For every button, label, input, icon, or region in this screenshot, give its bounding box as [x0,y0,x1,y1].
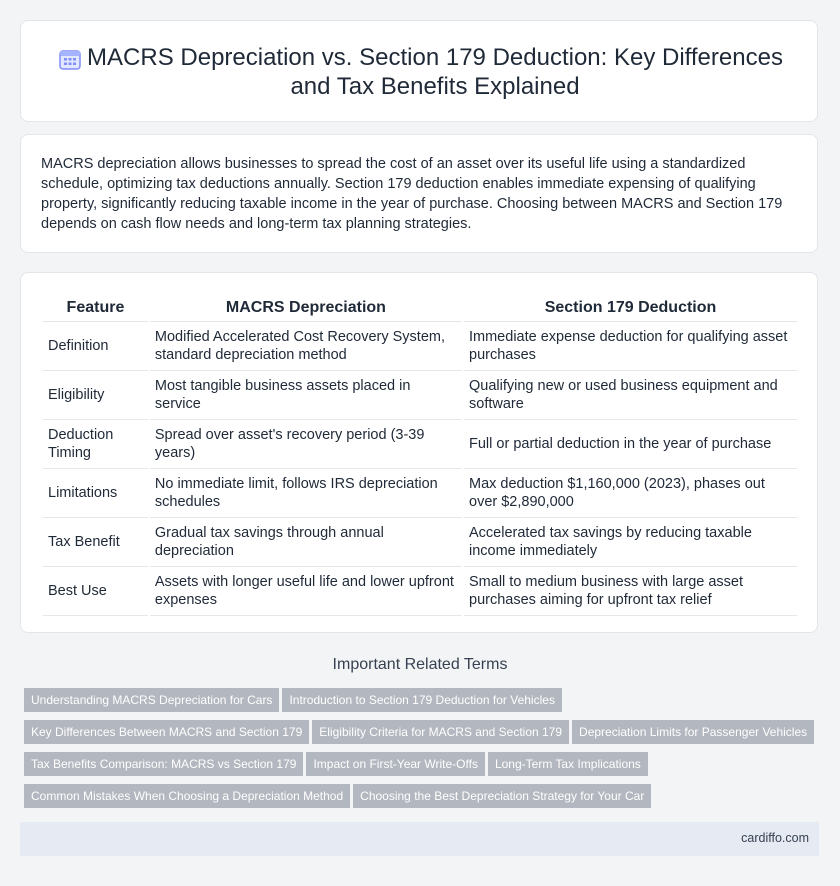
intro-paragraph: MACRS depreciation allows businesses to spread the cost of an asset over its useful life using a standardized schedule, optimizing tax deductions annually. Section 179 deduction enables immediate expensing of qualifying property, significantly reducing taxable income in the year of purchase. Choosing between MACRS and Section 179 depends on cash flow needs and long-term tax planning strategies. [41,156,783,232]
macrs-cell: Spread over asset's recovery period (3-39 years) [150,420,462,469]
feature-cell: Limitations [43,469,148,518]
related-tag-link[interactable]: Impact on First-Year Write-Offs [306,752,485,776]
table-row [43,469,797,518]
macrs-cell: Modified Accelerated Cost Recovery System, standard depreciation method [150,322,462,371]
table-row [43,322,797,371]
section179-cell: Small to medium business with large asset purchases aiming for upfront tax relief [464,567,797,616]
related-tags [24,688,824,816]
feature-cell: Deduction Timing [43,420,148,469]
footer [20,822,819,856]
related-tag-link[interactable]: Key Differences Between MACRS and Section 179 [24,720,309,744]
section179-cell: Qualifying new or used business equipment and software [464,371,797,420]
header-macrs: MACRS Depreciation [150,295,462,322]
intro-card [20,134,818,253]
macrs-cell: Most tangible business assets placed in service [150,371,462,420]
table-row [43,371,797,420]
comparison-card [20,272,818,633]
feature-cell: Tax Benefit [43,518,148,567]
comparison-table [41,295,799,616]
table-row [43,420,797,469]
section179-cell: Immediate expense deduction for qualifying asset purchases [464,322,797,371]
related-terms-title: Important Related Terms [332,656,508,673]
table-row [43,567,797,616]
related-tag-link[interactable]: Depreciation Limits for Passenger Vehicles [572,720,814,744]
section179-cell: Full or partial deduction in the year of purchase [464,420,797,469]
related-tag-link[interactable]: Common Mistakes When Choosing a Depreciation Method [24,784,350,808]
page-title: MACRS Depreciation vs. Section 179 Deduction: Key Differences and Tax Benefits Explained [87,44,783,100]
related-tag-link[interactable]: Long-Term Tax Implications [488,752,648,776]
footer-site-link[interactable]: cardiffo.com [741,831,809,845]
macrs-cell: Assets with longer useful life and lower upfront expenses [150,567,462,616]
related-tag-link[interactable]: Understanding MACRS Depreciation for Cars [24,688,279,712]
macrs-cell: Gradual tax savings through annual depreciation [150,518,462,567]
related-tag-link[interactable]: Eligibility Criteria for MACRS and Section 179 [312,720,569,744]
section179-cell: Accelerated tax savings by reducing taxable income immediately [464,518,797,567]
feature-cell: Eligibility [43,371,148,420]
header-feature: Feature [43,295,148,322]
related-tag-link[interactable]: Introduction to Section 179 Deduction for Vehicles [282,688,562,712]
table-header-row [43,295,797,322]
related-tag-link[interactable]: Tax Benefits Comparison: MACRS vs Section 179 [24,752,303,776]
header-card [20,20,818,122]
related-tag-link[interactable]: Choosing the Best Depreciation Strategy for Your Car [353,784,651,808]
macrs-cell: No immediate limit, follows IRS depreciation schedules [150,469,462,518]
table-row [43,518,797,567]
section179-cell: Max deduction $1,160,000 (2023), phases out over $2,890,000 [464,469,797,518]
feature-cell: Best Use [43,567,148,616]
feature-cell: Definition [43,322,148,371]
header-section179: Section 179 Deduction [464,295,797,322]
